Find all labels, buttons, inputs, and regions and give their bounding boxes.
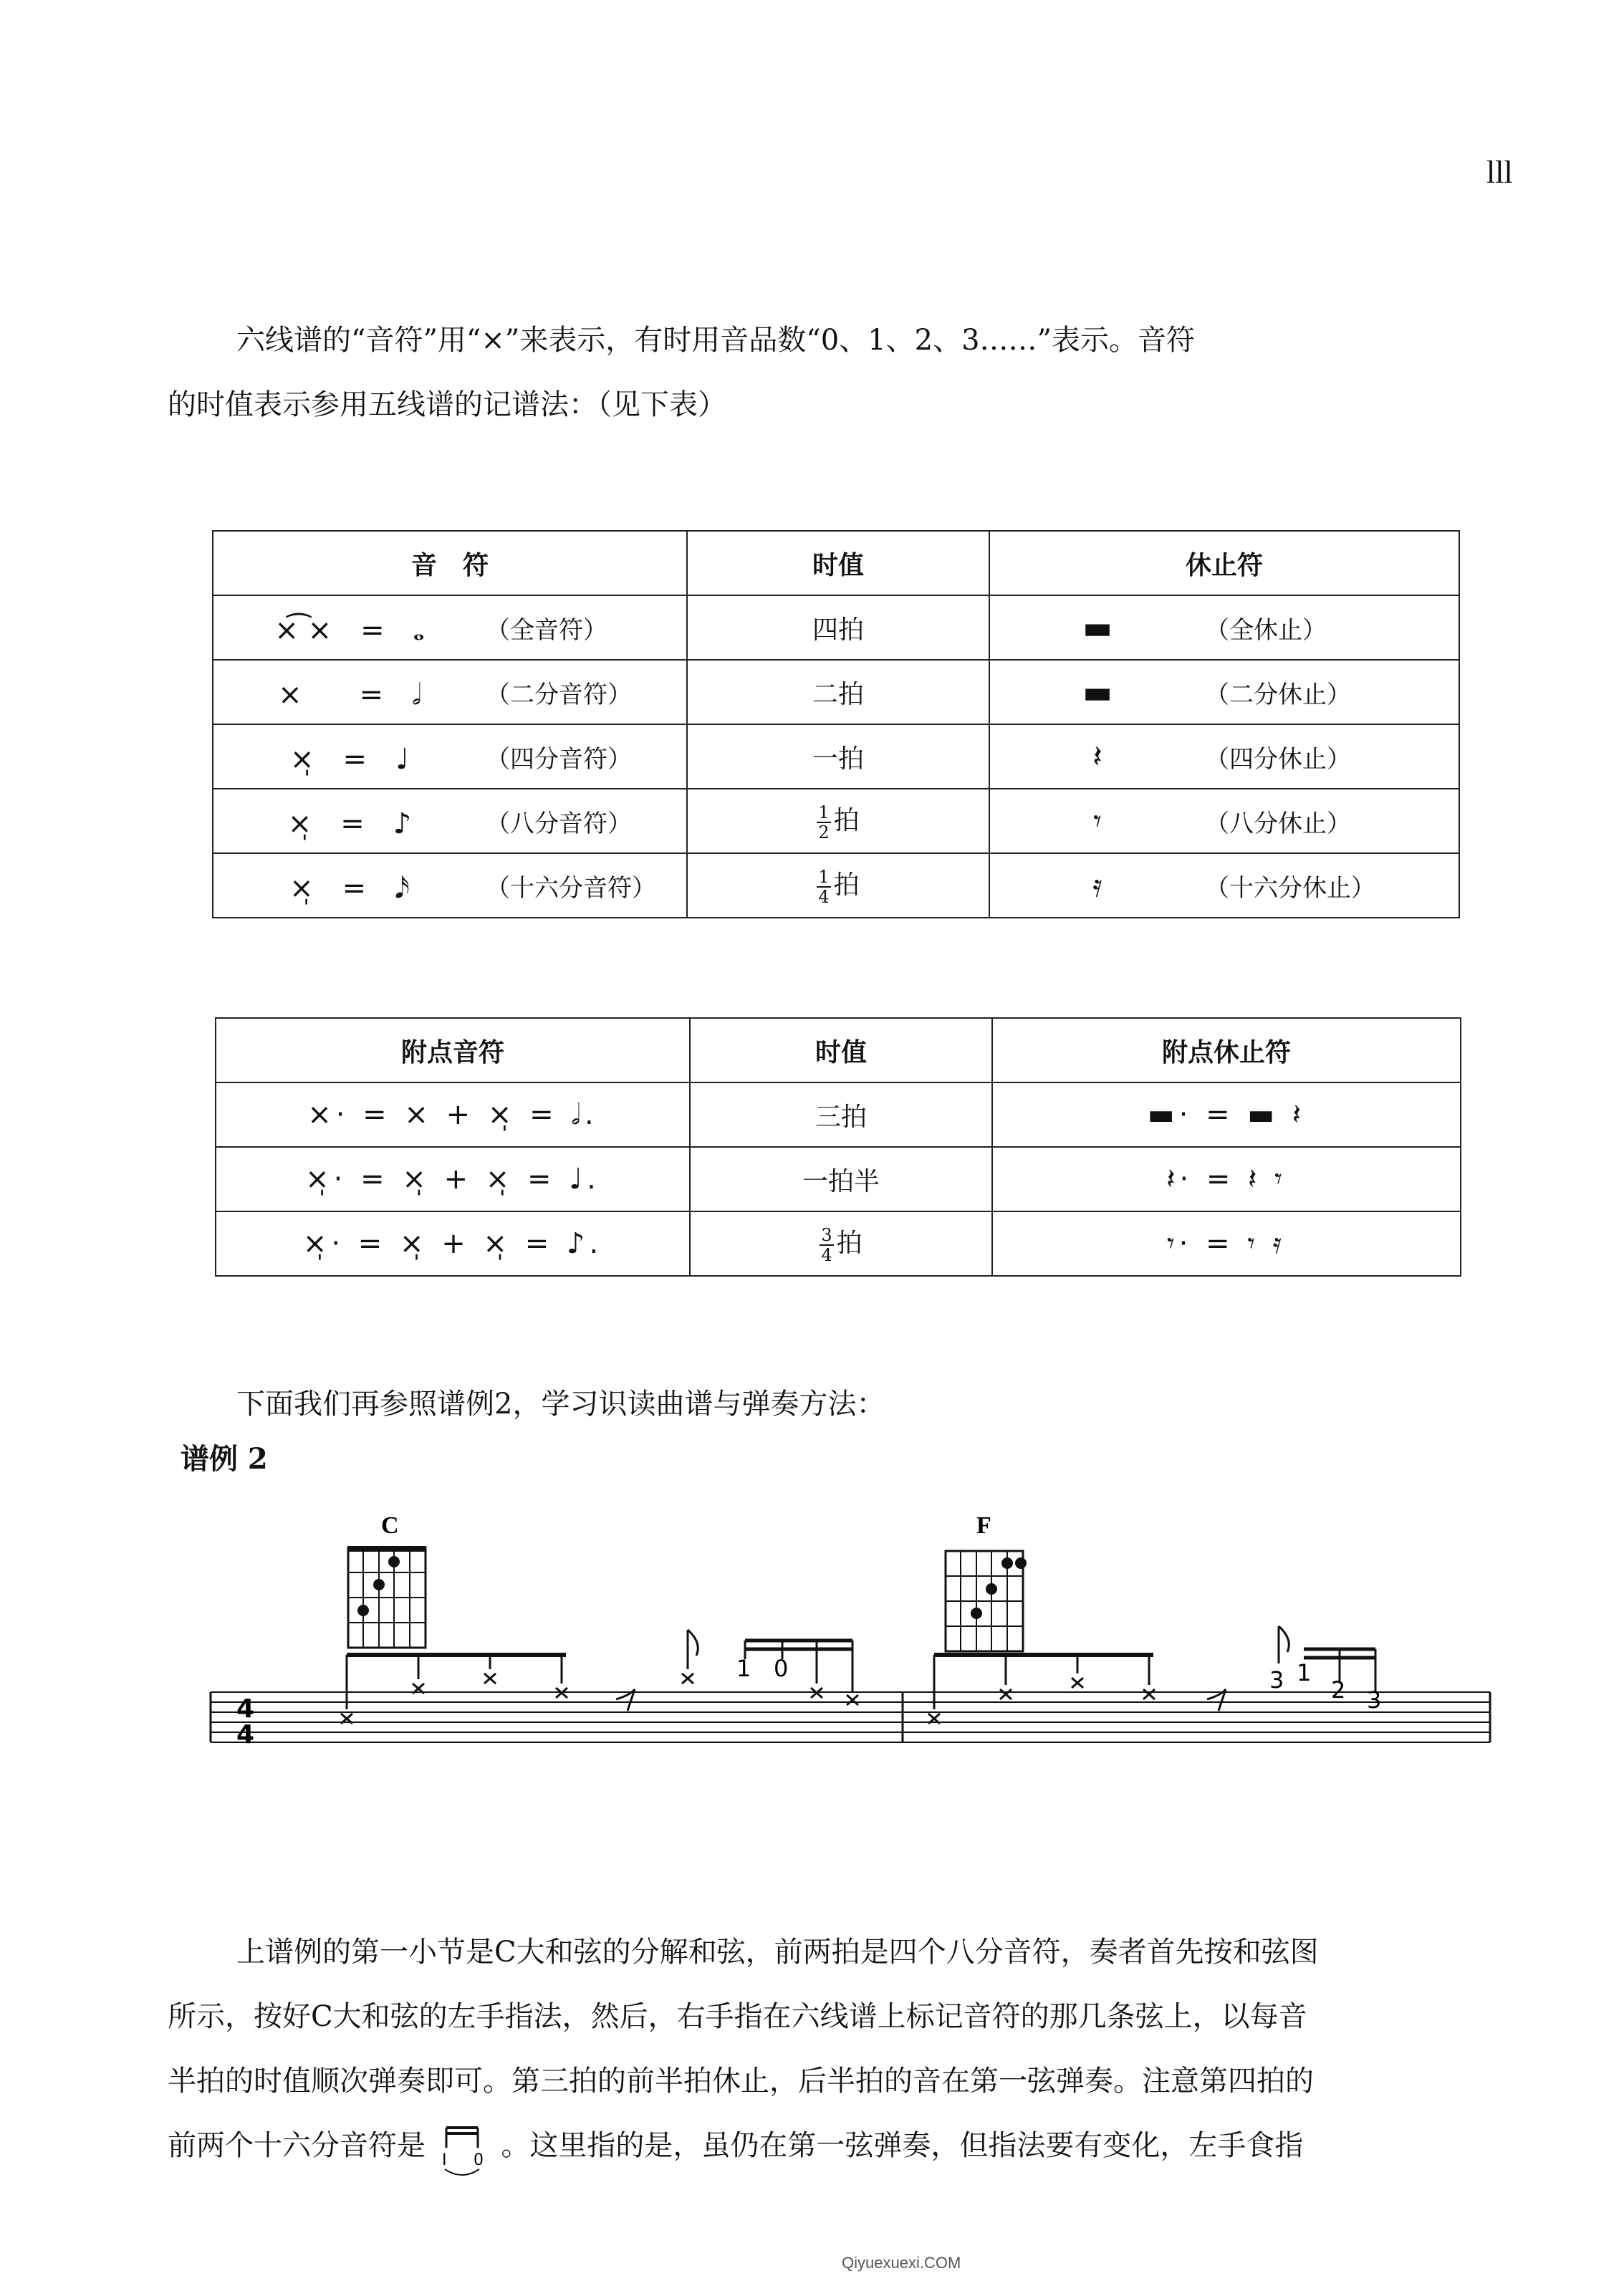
rest-name: （八分休止） [1205,809,1351,838]
note-value-table [212,530,1460,918]
body-paragraph [168,1920,1522,2178]
time-signature-bottom: 4 [236,1720,255,1749]
intro-line-1: 六线谱的“音符”用“×”来表示，有时用音品数“0、1、2、3……”表示。音符 [236,324,1196,357]
note-value: $\frac{1}{2}$ 拍 [687,789,989,853]
dotted-rest-equation: ▬· = ▬ 𝄽 [992,1082,1461,1147]
rest-symbol: ▬ [1082,673,1113,711]
table-row [213,789,1459,853]
rest-symbol: 𝄾 [1093,802,1102,840]
header-value: 时值 [690,1018,992,1082]
example-label: 谱例 2 [181,1442,268,1476]
note-name: （四分音符） [486,744,632,774]
note-symbol: ×̩ = 𝅘𝅥𝅯 [289,871,410,905]
page-number: lll [1486,155,1513,190]
tab-fret-number: 3 [1367,1686,1382,1714]
body-line-4-end: 。这里指的是，虽仍在第一弦弹奏，但指法要有变化，左手食指 [501,2129,1304,2162]
body-line-4-start: 前两个十六分音符是 [168,2129,426,2162]
tab-fret-number: 0 [774,1655,789,1682]
rest-name: （二分休止） [1205,680,1351,709]
table-row [213,660,1459,724]
body-line-4 [168,2113,1522,2178]
header-dotted-note: 附点音符 [216,1018,690,1082]
rest-name: （十六分休止） [1205,873,1375,903]
note-value: $\frac{3}{4}$ 拍 [690,1211,992,1276]
note-symbol: ×̩ = ♩ [290,742,409,776]
table-row [213,853,1459,918]
header-rest: 休止符 [989,531,1459,595]
note-value: 一拍半 [690,1147,992,1211]
table-row [216,1082,1461,1147]
body-line-1: 上谱例的第一小节是C大和弦的分解和弦，前两拍是四个八分音符，奏者首先按和弦图 [236,1936,1319,1969]
note-value: 一拍 [687,724,989,789]
body-line-3: 半拍的时值顺次弹奏即可。第三拍的前半拍休止，后半拍的音在第一弦弹奏。注意第四拍的 [168,2065,1314,2098]
chord-diagram-c [348,1547,426,1648]
intro-paragraph [168,308,1522,437]
rest-name: （四分休止） [1205,744,1351,774]
chord-label-c: C [381,1512,399,1539]
body-line-2: 所示，按好C大和弦的左手指法，然后，右手指在六线谱上标记音符的那几条弦上，以每音 [168,2000,1307,2033]
note-name: （八分音符） [486,809,632,838]
fraction: $\frac{3}{4}$ [821,1225,832,1265]
note-value: $\frac{1}{4}$ 拍 [687,853,989,918]
tab-fret-number: 1 [1297,1659,1312,1686]
dotted-rest-equation: 𝄽· = 𝄽 𝄾 [992,1147,1461,1211]
inline-sixteenth-figure [435,2119,492,2176]
table-row [216,1211,1461,1276]
header-value: 时值 [687,531,989,595]
dotted-note-equation: ×· = × + ×̩ = 𝅗𝅥. [216,1082,690,1147]
dotted-note-equation: ×̩· = ×̩ + ×̩ = ♩. [216,1147,690,1211]
table-row [216,1147,1461,1211]
fraction: $\frac{1}{2}$ [818,802,830,842]
rest-symbol: 𝄿 [1092,867,1102,904]
tab-fret-number: 3 [1269,1666,1284,1694]
chord-diagram-f [946,1551,1026,1651]
section-intro [168,1372,1457,1436]
rest-symbol: ▬ [1082,609,1113,646]
note-symbol: ×͡ × = 𝅝 [274,613,425,647]
dotted-note-table [215,1017,1461,1277]
note-name: （二分音符） [486,680,632,709]
rest-name: （全休止） [1205,615,1327,645]
note-symbol: × = 𝅗𝅥 [278,678,421,711]
note-value: 三拍 [690,1082,992,1147]
note-name: （十六分音符） [486,873,656,903]
chord-label-f: F [976,1512,991,1539]
dotted-note-equation: ×̩· = ×̩ + ×̩ = ♪. [216,1211,690,1276]
note-value: 二拍 [687,660,989,724]
time-signature-top: 4 [236,1694,255,1724]
header-dotted-rest: 附点休止符 [992,1018,1461,1082]
table-row [213,724,1459,789]
note-value: 四拍 [687,595,989,660]
svg-text:I: I [441,2151,447,2169]
dotted-rest-equation: 𝄾· = 𝄾 𝄿 [992,1211,1461,1276]
watermark: Qiyuexuexi.COM [842,2254,961,2272]
rest-symbol: 𝄽 [1092,738,1102,775]
tab-fret-number: 1 [736,1655,751,1682]
guitar-tab-example [201,1504,1519,1777]
tab-fret-number: 2 [1331,1676,1346,1704]
svg-text:0: 0 [473,2151,484,2169]
table-row [213,595,1459,660]
intro-line-2: 的时值表示参用五线谱的记谱法：（见下表） [168,388,726,421]
tab-staff [211,1692,1490,1742]
note-name: （全音符） [486,615,607,645]
section-intro-line: 下面我们再参照谱例2，学习识读曲谱与弹奏方法： [236,1388,885,1421]
note-symbol: ×̩ = ♪ [287,807,412,840]
fraction: $\frac{1}{4}$ [818,867,830,907]
header-note: 音 符 [213,531,687,595]
